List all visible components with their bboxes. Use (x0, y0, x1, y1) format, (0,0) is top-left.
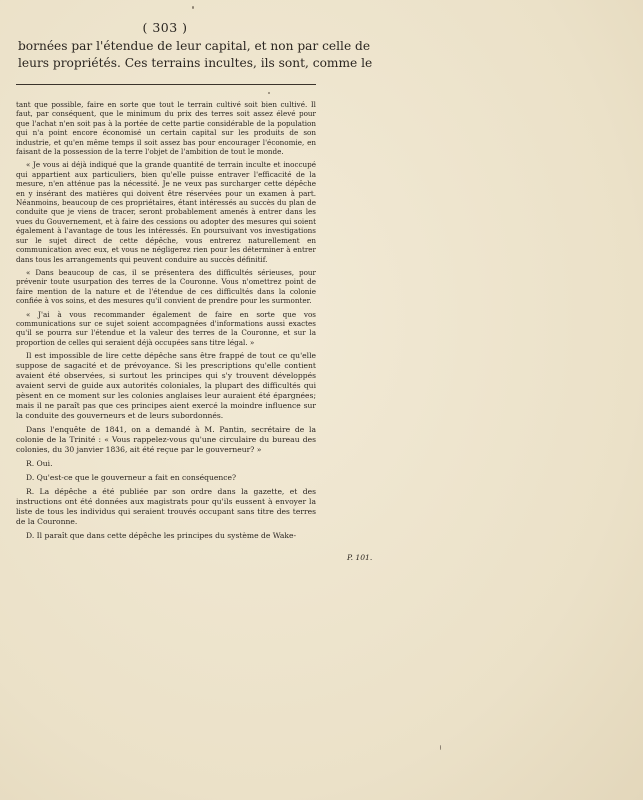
section-divider (16, 84, 316, 85)
paper-speck (440, 745, 441, 750)
paragraph-2: « Je vous ai déjà indiqué que la grande quantité de terrain inculte et inoccupé qui appartient aux particuliers, bien qu'elle puisse entraver l'efficacité de la mesure, n'en atténue pas la nécessité. Je ne veux pas surcharger cette dépêche en y insérant des matières qui doivent être réservées pour un examen à part. Néanmoins, beaucoup de ces propriétaires, étant intéressés au succès du plan de conduite que je viens de tracer, seront probablement amenés à entrer dans les vues du Gouvernement, et à faire des cessions ou adopter des mesures qui soient également à l'avantage de tous les intéressés. En poursuivant vos investigations sur le sujet direct de cette dépêche, vous entrerez naturellement en communication avec eux, et vous ne négligerez rien pour les déterminer à entrer dans tous les arrangements qui peuvent conduire au succès définitif. (16, 160, 316, 264)
top-text-line-2: leurs propriétés. Ces terrains incultes, ils sont, comme le (18, 56, 373, 70)
paragraph-3: « Dans beaucoup de cas, il se présentera des difficultés sérieuses, pour prévenir toute usurpation des terres de la Couronne. Vous n'omettrez point de faire mention de la nature et de l'étendue de ces difficultés dans la colonie confiée à vos soins, et des mesures qu'il convient de prendre pour les surmonter. (16, 267, 316, 306)
answer-1: R. Oui. (26, 459, 53, 469)
paper-speck (268, 92, 270, 94)
body-text (16, 100, 316, 545)
paper-speck (192, 6, 194, 9)
paragraph-4: « J'ai à vous recommander également de faire en sorte que vos communications sur ce sujet soient accompagnées d'informations aussi exactes qu'il se pourra sur l'étendue et la valeur des terres de la Couronne, et sur la proportion de celles qui seraient déjà occupées sans titre légal. » (16, 309, 316, 347)
page-number: ( 303 ) (142, 20, 188, 35)
question-2: D. Qu'est-ce que le gouverneur a fait en conséquence? (26, 473, 237, 483)
top-text-line-1: bornées par l'étendue de leur capital, et non par celle de (18, 39, 371, 53)
paragraph-5: Il est impossible de lire cette dépêche sans être frappé de tout ce qu'elle suppose de sagacité et de prévoyance. Si les prescriptions qu'elle contient avaient été observées, si surtout les principes qui s'y trouvent développés avaient servi de guide aux autorités coloniales, la plupart des difficultés qui pèsent en ce moment sur les colonies anglaises leur auraient été épargnées; mais il ne paraît pas que ces principes aient exercé la moindre influence sur la conduite des gouverneurs et de leurs subordonnés. (16, 351, 316, 421)
question-3: D. Il paraît que dans cette dépêche les principes du système de Wake- (26, 531, 297, 541)
answer-2: R. La dépêche a été publiée par son ordre dans la gazette, et des instructions ont été données aux magistrats pour qu'ils eussent à envoyer la liste de tous les individus qui seraient trouvés occupant sans titre des terres de la Couronne. (16, 487, 316, 527)
paragraph-6: Dans l'enquête de 1841, on a demandé à M. Pantin, secrétaire de la colonie de la Trinité : « Vous rappelez-vous qu'une circulaire du bureau des colonies, du 30 janvier 1836, ait été reçue par le gouverneur? » (16, 425, 316, 455)
paragraph-1: tant que possible, faire en sorte que tout le terrain cultivé soit bien cultivé. Il faut, par conséquent, que le minimum du prix des terres soit assez élevé pour que l'achat n'en soit pas à la portée de cette partie considérable de la population qui n'a point encore économisé un certain capital sur les produits de son industrie, et qu'en même temps il soit assez bas pour encourager l'économie, en faisant de la possession de la terre l'objet de l'ambition de tout le monde. (16, 100, 316, 157)
margin-note: P. 101. (347, 553, 373, 562)
